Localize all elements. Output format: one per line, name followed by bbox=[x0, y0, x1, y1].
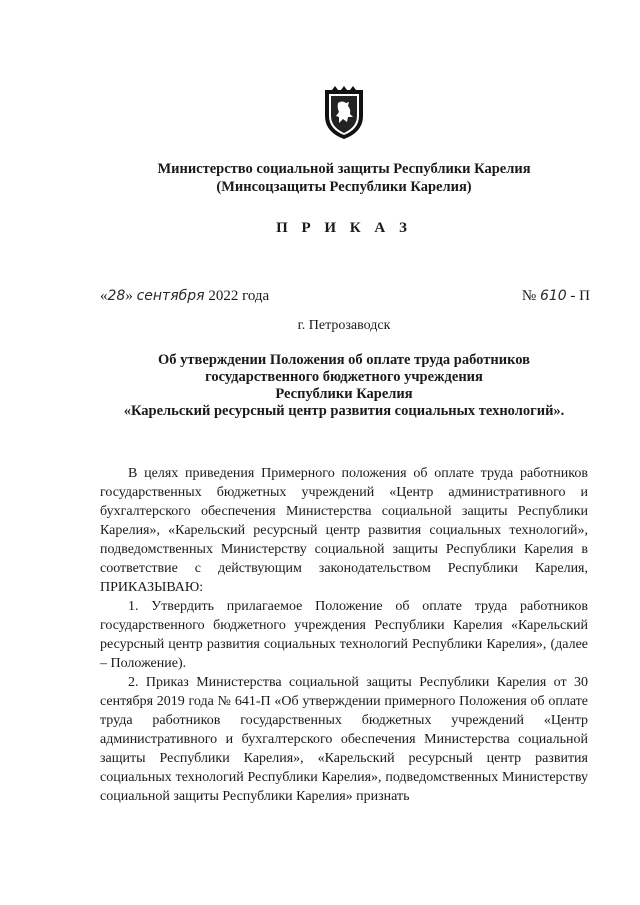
subject-line-2: государственного бюджетного учреждения bbox=[205, 369, 483, 385]
org-name-line-2: (Минсоцзащиты Республики Карелия) bbox=[216, 179, 472, 195]
org-name-line-1: Министерство социальной защиты Республики Карелия bbox=[157, 161, 531, 177]
date-day-handwritten: 28 bbox=[107, 288, 126, 304]
date-open-quote: « bbox=[100, 288, 108, 304]
subject-line-1: Об утверждении Положения об оплате труда работников bbox=[158, 352, 530, 368]
order-subject bbox=[80, 352, 608, 420]
number-prefix: № bbox=[521, 288, 537, 304]
body-item-1: 1. Утвердить прилагаемое Положение об оплате труда работников государственного бюджетного учреждения Республики Карелия «Карельский ресурсный центр развития социальных технологий Республики Карелия», (далее – Положение). bbox=[100, 599, 588, 671]
document-type-title: П Р И К А З bbox=[276, 220, 412, 236]
date-month-handwritten: сентября bbox=[136, 288, 205, 304]
body-item-2: 2. Приказ Министерства социальной защиты Республики Карелия от 30 сентября 2019 года № 641-П «Об утверждении примерного Положения об оплате труда работников государственных бюджетных учреждений «Центр административного и бухгалтерского обеспечения Министерства социальной защиты Республики Карелия», «Карельский ресурсный центр развития социальных технологий Республики Карелия», подведомственных Министерству социальной защиты Республики Карелия» признать bbox=[100, 675, 588, 804]
order-number bbox=[522, 288, 590, 305]
city-name: г. Петрозаводск bbox=[297, 318, 391, 333]
subject-line-3: Республики Карелия bbox=[275, 386, 413, 402]
number-suffix: - П bbox=[570, 288, 590, 304]
body-intro-paragraph: В целях приведения Примерного положения об оплате труда работников государственных бюджетных учреждений «Центр административного и бухгалтерского обеспечения Министерства социальной защиты Республики Карелия», «Карельский ресурсный центр развития социальных технологий», подведомственных Министерству социальной защиты Республики Карелия в соответствие с действующим законодательством Республики Карелия, ПРИКАЗЫВАЮ: bbox=[100, 466, 588, 595]
subject-line-4: «Карельский ресурсный центр развития социальных технологий». bbox=[123, 403, 565, 419]
coat-of-arms-icon bbox=[321, 86, 367, 142]
order-date bbox=[100, 288, 269, 305]
date-close-quote: » bbox=[125, 288, 133, 304]
date-year: 2022 года bbox=[208, 288, 270, 304]
number-value-handwritten: 610 bbox=[539, 288, 567, 304]
organization-name bbox=[80, 160, 608, 196]
order-body bbox=[100, 464, 588, 806]
